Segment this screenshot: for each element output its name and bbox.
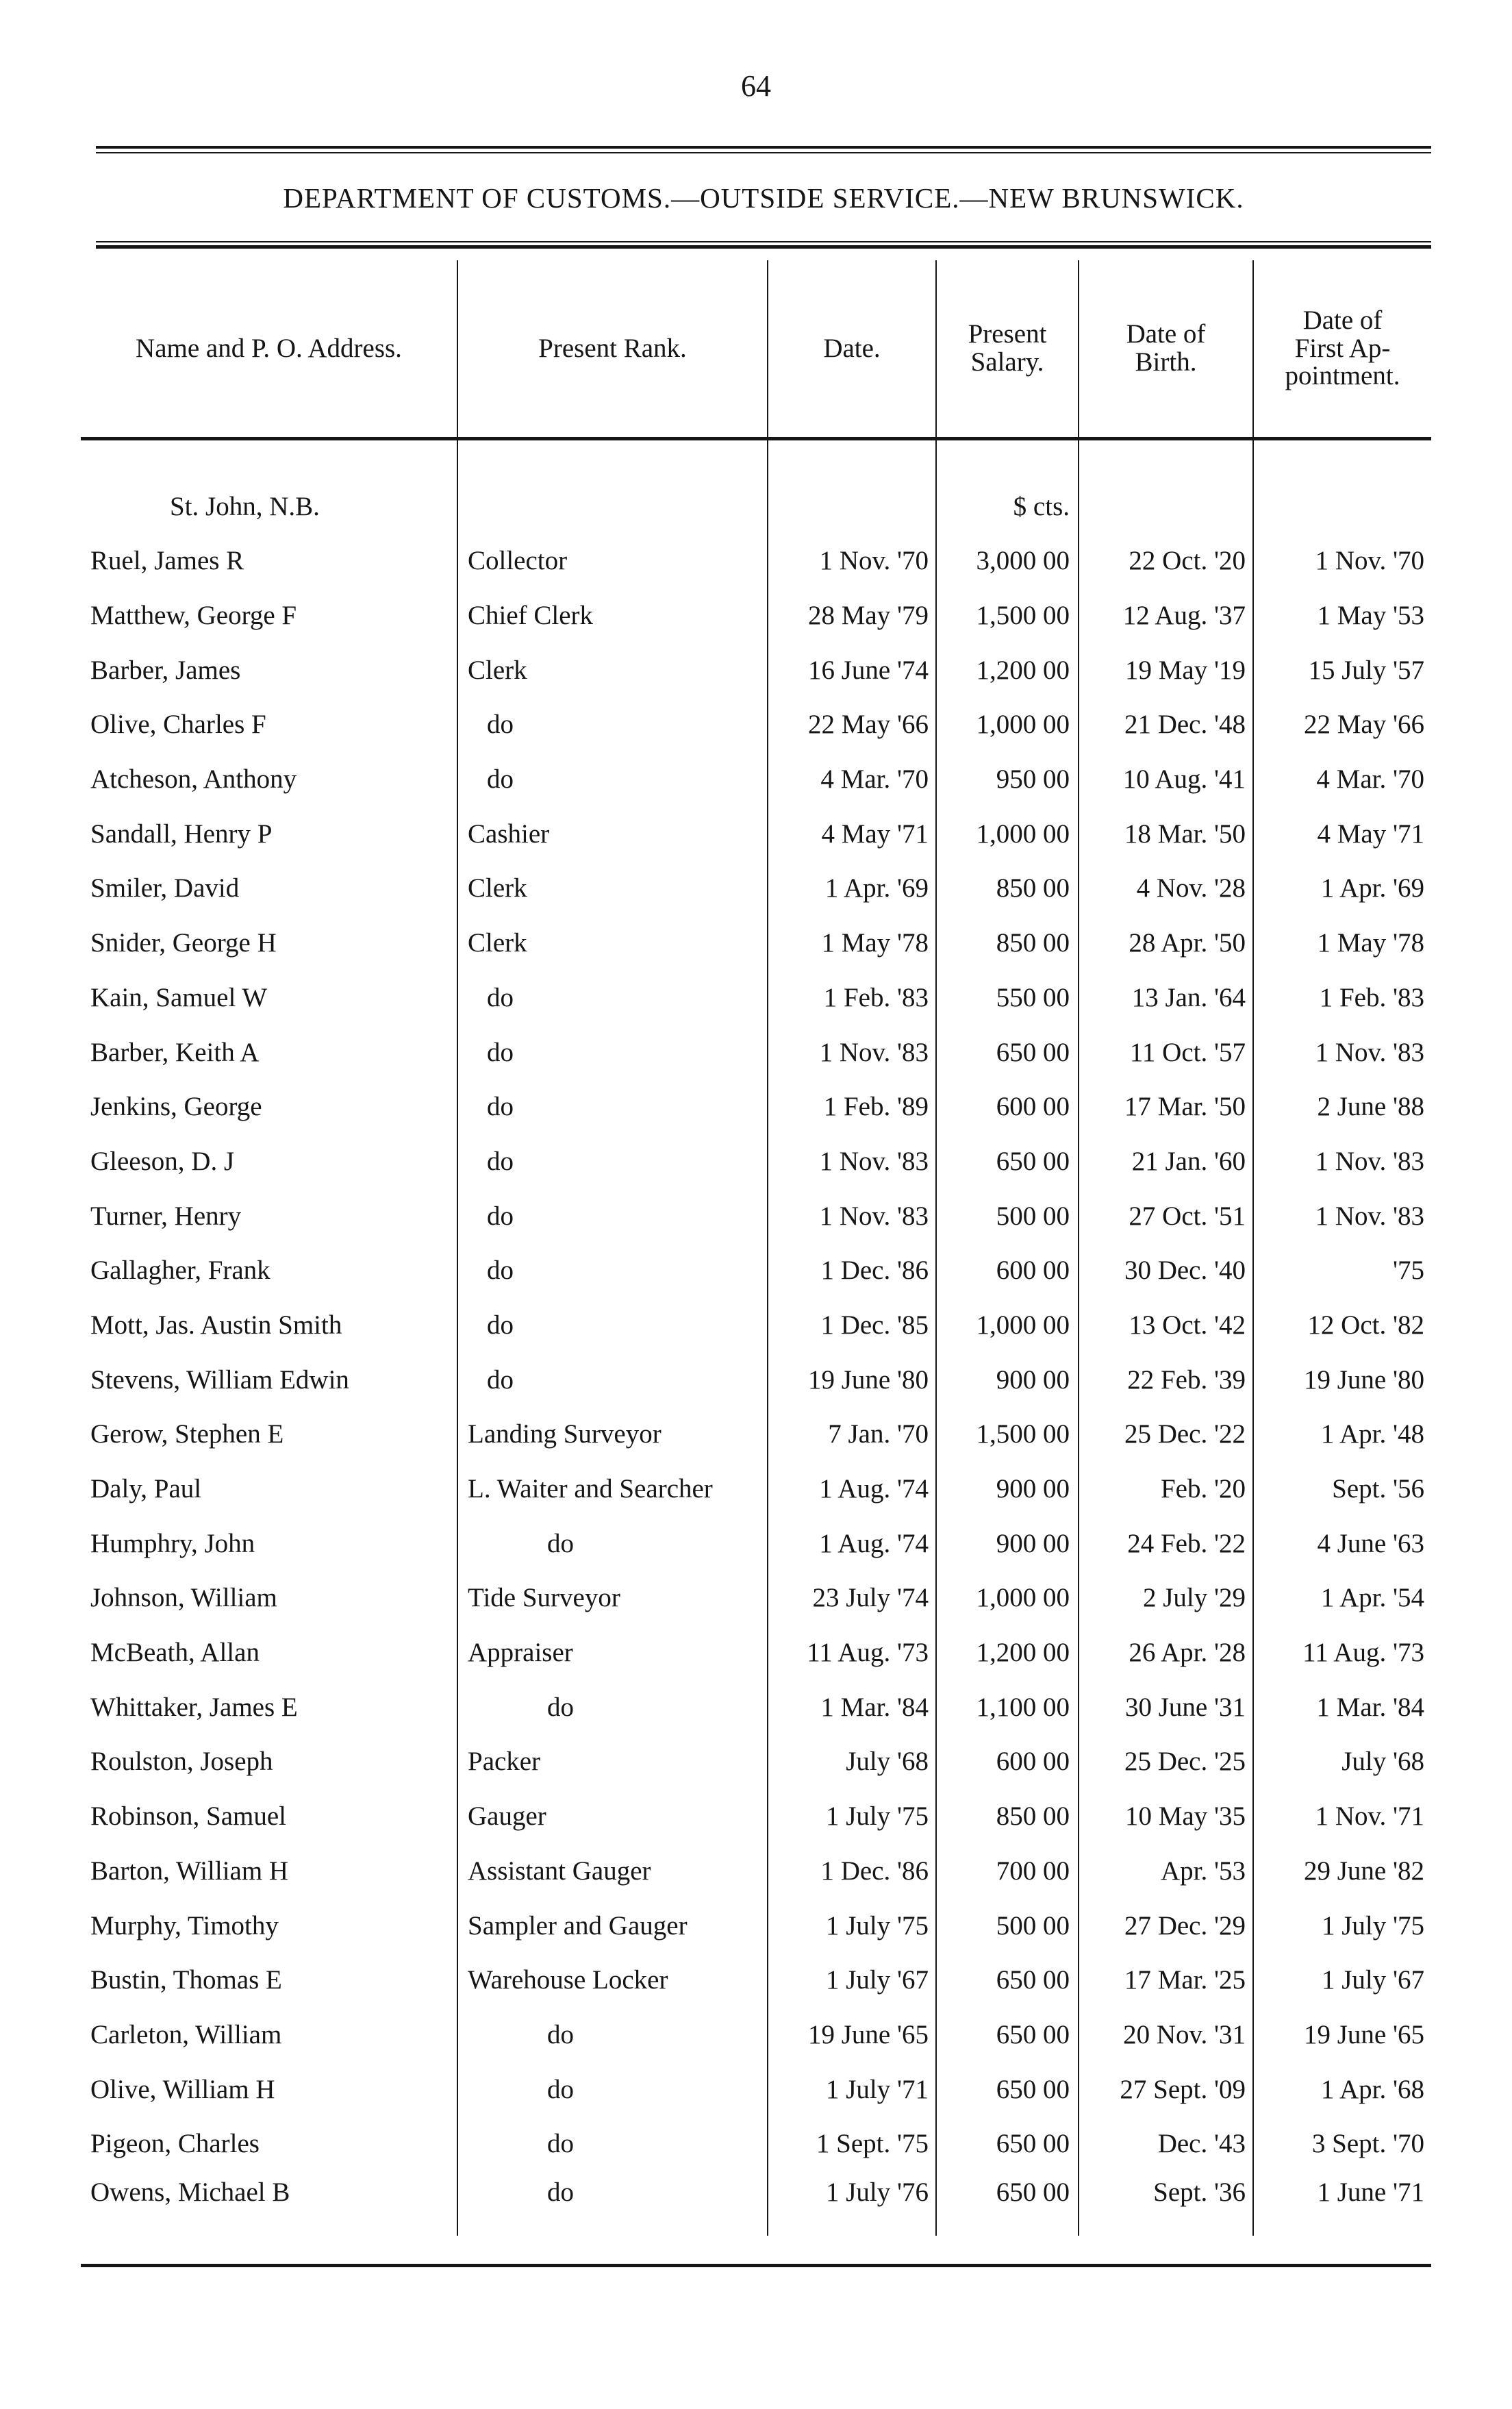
birth-date-cell: 27 Dec. '29 <box>1079 1898 1253 1953</box>
salary-cell: 900 00 <box>936 1462 1079 1516</box>
birth-date-cell: 27 Sept. '09 <box>1079 2062 1253 2117</box>
birth-date-cell: 26 Apr. '28 <box>1079 1625 1253 1680</box>
table-row <box>81 1407 1431 1462</box>
name-cell: Stevens, William Edwin <box>90 1364 349 1395</box>
birth-date-cell: 4 Nov. '28 <box>1079 861 1253 916</box>
rank-cell: do <box>457 752 768 807</box>
name-cell: Gallagher, Frank <box>90 1256 270 1286</box>
table-row <box>81 697 1431 752</box>
section-place: St. John, N.B. <box>170 491 320 521</box>
column-header-date: Date. <box>768 260 936 439</box>
name-cell: Robinson, Samuel <box>90 1801 287 1832</box>
name-cell: Humphry, John <box>90 1528 255 1558</box>
birth-date-cell: 13 Jan. '64 <box>1079 971 1253 1025</box>
section-row <box>81 479 1431 534</box>
table-row <box>81 2008 1431 2062</box>
first-appointment-cell: 3 Sept. '70 <box>1253 2117 1431 2171</box>
date-cell: 23 July '74 <box>768 1571 936 1625</box>
date-cell: 1 Nov. '70 <box>768 534 936 588</box>
name-cell: Daly, Paul <box>90 1474 202 1504</box>
first-appointment-cell: 1 Nov. '70 <box>1253 534 1431 588</box>
date-cell: 1 July '71 <box>768 2062 936 2117</box>
table-row <box>81 1844 1431 1899</box>
first-appointment-cell: '75 <box>1253 1243 1431 1298</box>
rank-cell: Sampler and Gauger <box>457 1898 768 1953</box>
salary-cell: 1,100 00 <box>936 1680 1079 1734</box>
name-cell: Barber, James <box>90 655 241 685</box>
date-cell: 19 June '80 <box>768 1352 936 1407</box>
name-cell: McBeath, Allan <box>90 1638 260 1668</box>
first-appointment-cell: 1 Feb. '83 <box>1253 971 1431 1025</box>
table-header-row <box>81 260 1431 439</box>
birth-date-cell: 21 Jan. '60 <box>1079 1134 1253 1189</box>
date-cell: 1 Apr. '69 <box>768 861 936 916</box>
table-row <box>81 971 1431 1025</box>
table-row <box>81 2062 1431 2117</box>
rank-cell: Clerk <box>457 642 768 697</box>
date-cell: 1 Dec. '86 <box>768 1243 936 1298</box>
name-cell: Kain, Samuel W <box>90 982 268 1012</box>
date-cell: 19 June '65 <box>768 2008 936 2062</box>
name-cell: Ruel, James R <box>90 546 244 576</box>
date-cell: 4 Mar. '70 <box>768 752 936 807</box>
page-number: 64 <box>741 69 771 103</box>
birth-date-cell: 22 Oct. '20 <box>1079 534 1253 588</box>
table-row <box>81 642 1431 697</box>
first-appointment-cell: 4 June '63 <box>1253 1516 1431 1571</box>
salary-cell: 550 00 <box>936 971 1079 1025</box>
table-row <box>81 1188 1431 1243</box>
name-cell: Snider, George H <box>90 928 277 958</box>
salary-cell: 900 00 <box>936 1516 1079 1571</box>
birth-date-cell: Dec. '43 <box>1079 2117 1253 2171</box>
birth-date-cell: 10 Aug. '41 <box>1079 752 1253 807</box>
birth-date-cell: 21 Dec. '48 <box>1079 697 1253 752</box>
table-row <box>81 534 1431 588</box>
column-header-birth-line: Birth. <box>1135 347 1197 377</box>
table-row <box>81 1025 1431 1079</box>
table-row <box>81 1462 1431 1516</box>
column-header-birth <box>1079 260 1253 439</box>
first-appointment-cell: 1 July '75 <box>1253 1898 1431 1953</box>
first-appointment-cell: 1 July '67 <box>1253 1953 1431 2008</box>
rank-cell: do <box>457 1188 768 1243</box>
salary-cell: 650 00 <box>936 2117 1079 2171</box>
name-cell: Gerow, Stephen E <box>90 1419 284 1449</box>
rank-cell: Clerk <box>457 916 768 971</box>
rank-cell: Clerk <box>457 861 768 916</box>
salary-cell: 650 00 <box>936 1953 1079 2008</box>
name-cell: Turner, Henry <box>90 1201 242 1231</box>
date-cell: 1 Aug. '74 <box>768 1462 936 1516</box>
salary-cell: 1,000 00 <box>936 1571 1079 1625</box>
table-row <box>81 1516 1431 1571</box>
table-row <box>81 861 1431 916</box>
rank-cell: do <box>457 2062 768 2117</box>
name-cell: Johnson, William <box>90 1583 277 1613</box>
first-appointment-cell: 19 June '65 <box>1253 2008 1431 2062</box>
date-cell: 11 Aug. '73 <box>768 1625 936 1680</box>
column-header-first-line: Date of <box>1302 305 1383 335</box>
date-cell: 7 Jan. '70 <box>768 1407 936 1462</box>
birth-date-cell: 19 May '19 <box>1079 642 1253 697</box>
rank-cell: Chief Clerk <box>457 588 768 643</box>
first-appointment-cell: 11 Aug. '73 <box>1253 1625 1431 1680</box>
date-cell: 1 Aug. '74 <box>768 1516 936 1571</box>
salary-cell: 700 00 <box>936 1844 1079 1899</box>
column-header-birth-line: Date of <box>1126 319 1206 349</box>
title-rule-thin <box>96 241 1431 242</box>
salary-cell: 600 00 <box>936 1734 1079 1789</box>
rank-cell: do <box>457 1243 768 1298</box>
rank-cell: Landing Surveyor <box>457 1407 768 1462</box>
rank-cell: do <box>457 1079 768 1134</box>
birth-date-cell: 17 Mar. '50 <box>1079 1079 1253 1134</box>
rank-cell: do <box>457 1352 768 1407</box>
first-appointment-cell: 19 June '80 <box>1253 1352 1431 1407</box>
salary-cell: 1,000 00 <box>936 1298 1079 1353</box>
salary-cell: 650 00 <box>936 1025 1079 1079</box>
name-cell: Olive, Charles F <box>90 710 266 740</box>
rank-cell: Cashier <box>457 806 768 861</box>
table-row <box>81 1625 1431 1680</box>
table-row <box>81 1134 1431 1189</box>
column-header-name: Name and P. O. Address. <box>81 260 457 439</box>
table-row <box>81 1243 1431 1298</box>
birth-date-cell: 13 Oct. '42 <box>1079 1298 1253 1353</box>
first-appointment-cell: 1 Apr. '69 <box>1253 861 1431 916</box>
birth-date-cell: 25 Dec. '25 <box>1079 1734 1253 1789</box>
table-row <box>81 2171 1431 2236</box>
birth-date-cell: 17 Mar. '25 <box>1079 1953 1253 2008</box>
date-cell: 1 July '75 <box>768 1789 936 1844</box>
salary-cell: 500 00 <box>936 1188 1079 1243</box>
first-appointment-cell: 1 Nov. '83 <box>1253 1025 1431 1079</box>
salary-cell: 3,000 00 <box>936 534 1079 588</box>
rank-cell: do <box>457 971 768 1025</box>
salary-cell: 650 00 <box>936 2008 1079 2062</box>
name-cell: Jenkins, George <box>90 1092 262 1122</box>
salary-cell: 850 00 <box>936 1789 1079 1844</box>
column-header-rank: Present Rank. <box>457 260 768 439</box>
salary-cell: 850 00 <box>936 861 1079 916</box>
column-header-salary <box>936 260 1079 439</box>
salary-cell: 600 00 <box>936 1243 1079 1298</box>
salary-cell: 650 00 <box>936 2171 1079 2236</box>
birth-date-cell: 24 Feb. '22 <box>1079 1516 1253 1571</box>
date-cell: 1 July '67 <box>768 1953 936 2008</box>
salary-cell: 950 00 <box>936 752 1079 807</box>
table-row <box>81 1079 1431 1134</box>
name-cell: Olive, William H <box>90 2074 275 2104</box>
table-row <box>81 1953 1431 2008</box>
salary-cell: 650 00 <box>936 1134 1079 1189</box>
salary-cell: 850 00 <box>936 916 1079 971</box>
rank-cell: Assistant Gauger <box>457 1844 768 1899</box>
date-cell: 22 May '66 <box>768 697 936 752</box>
birth-date-cell: 30 Dec. '40 <box>1079 1243 1253 1298</box>
column-header-salary-line: Salary. <box>970 347 1044 377</box>
first-appointment-cell: 2 June '88 <box>1253 1079 1431 1134</box>
first-appointment-cell: 1 Nov. '71 <box>1253 1789 1431 1844</box>
birth-date-cell: Sept. '36 <box>1079 2171 1253 2236</box>
name-cell: Gleeson, D. J <box>90 1146 235 1176</box>
first-appointment-cell: 1 Apr. '54 <box>1253 1571 1431 1625</box>
rank-cell: do <box>457 2171 768 2236</box>
date-cell: 1 Dec. '85 <box>768 1298 936 1353</box>
name-cell: Roulston, Joseph <box>90 1747 273 1777</box>
date-cell: 16 June '74 <box>768 642 936 697</box>
date-cell: July '68 <box>768 1734 936 1789</box>
table-row <box>81 1898 1431 1953</box>
name-cell: Atcheson, Anthony <box>90 764 297 795</box>
salary-cell: 1,200 00 <box>936 642 1079 697</box>
name-cell: Owens, Michael B <box>90 2177 290 2207</box>
date-cell: 1 Nov. '83 <box>768 1025 936 1079</box>
column-header-first-line: pointment. <box>1285 361 1400 391</box>
birth-date-cell: 22 Feb. '39 <box>1079 1352 1253 1407</box>
rank-cell: do <box>457 1516 768 1571</box>
salary-cell: 1,500 00 <box>936 1407 1079 1462</box>
birth-date-cell: 18 Mar. '50 <box>1079 806 1253 861</box>
date-cell: 1 Sept. '75 <box>768 2117 936 2171</box>
currency-label: $ cts. <box>936 479 1079 534</box>
name-cell: Murphy, Timothy <box>90 1910 279 1940</box>
first-appointment-cell: 29 June '82 <box>1253 1844 1431 1899</box>
first-appointment-cell: 12 Oct. '82 <box>1253 1298 1431 1353</box>
date-cell: 1 July '76 <box>768 2171 936 2236</box>
first-appointment-cell: 1 Nov. '83 <box>1253 1134 1431 1189</box>
bottom-rule <box>81 2264 1431 2267</box>
name-cell: Smiler, David <box>90 873 240 903</box>
column-header-salary-line: Present <box>968 319 1047 349</box>
birth-date-cell: 28 Apr. '50 <box>1079 916 1253 971</box>
page-title: DEPARTMENT OF CUSTOMS.—OUTSIDE SERVICE.—NEW BRUNSWICK. <box>283 182 1244 214</box>
rank-cell: do <box>457 1298 768 1353</box>
name-cell: Barton, William H <box>90 1856 289 1886</box>
salary-cell: 1,500 00 <box>936 588 1079 643</box>
table-row <box>81 916 1431 971</box>
birth-date-cell: 25 Dec. '22 <box>1079 1407 1253 1462</box>
first-appointment-cell: 15 July '57 <box>1253 642 1431 697</box>
salary-cell: 900 00 <box>936 1352 1079 1407</box>
name-cell: Whittaker, James E <box>90 1692 298 1722</box>
title-rule-thick <box>96 245 1431 249</box>
name-cell: Matthew, George F <box>90 601 297 631</box>
rank-cell: Gauger <box>457 1789 768 1844</box>
table-row <box>81 1734 1431 1789</box>
date-cell: 1 Mar. '84 <box>768 1680 936 1734</box>
rank-cell: L. Waiter and Searcher <box>457 1462 768 1516</box>
table-row <box>81 1298 1431 1353</box>
table-row <box>81 1571 1431 1625</box>
first-appointment-cell: 1 May '53 <box>1253 588 1431 643</box>
rank-cell: do <box>457 697 768 752</box>
table-row <box>81 806 1431 861</box>
salary-cell: 500 00 <box>936 1898 1079 1953</box>
table-row <box>81 1680 1431 1734</box>
first-appointment-cell: 1 Mar. '84 <box>1253 1680 1431 1734</box>
name-cell: Bustin, Thomas E <box>90 1965 282 1995</box>
first-appointment-cell: 22 May '66 <box>1253 697 1431 752</box>
salary-cell: 650 00 <box>936 2062 1079 2117</box>
date-cell: 1 Nov. '83 <box>768 1134 936 1189</box>
rank-cell: do <box>457 1025 768 1079</box>
first-appointment-cell: 4 May '71 <box>1253 806 1431 861</box>
spacer-row <box>81 439 1431 479</box>
rank-cell: Appraiser <box>457 1625 768 1680</box>
customs-staff-table <box>81 260 1431 2236</box>
first-appointment-cell: 1 June '71 <box>1253 2171 1431 2236</box>
first-appointment-cell: July '68 <box>1253 1734 1431 1789</box>
date-cell: 1 Feb. '83 <box>768 971 936 1025</box>
column-header-first-appointment <box>1253 260 1431 439</box>
birth-date-cell: 20 Nov. '31 <box>1079 2008 1253 2062</box>
rank-cell: Tide Surveyor <box>457 1571 768 1625</box>
first-appointment-cell: 1 Nov. '83 <box>1253 1188 1431 1243</box>
date-cell: 1 Feb. '89 <box>768 1079 936 1134</box>
date-cell: 1 Nov. '83 <box>768 1188 936 1243</box>
rank-cell: Collector <box>457 534 768 588</box>
salary-cell: 1,000 00 <box>936 806 1079 861</box>
first-appointment-cell: 1 Apr. '68 <box>1253 2062 1431 2117</box>
rank-cell: do <box>457 2117 768 2171</box>
salary-cell: 1,000 00 <box>936 697 1079 752</box>
first-appointment-cell: 1 May '78 <box>1253 916 1431 971</box>
rank-cell: do <box>457 2008 768 2062</box>
date-cell: 1 May '78 <box>768 916 936 971</box>
salary-cell: 600 00 <box>936 1079 1079 1134</box>
name-cell: Pigeon, Charles <box>90 2129 260 2159</box>
birth-date-cell: 10 May '35 <box>1079 1789 1253 1844</box>
rank-cell: do <box>457 1134 768 1189</box>
first-appointment-cell: 4 Mar. '70 <box>1253 752 1431 807</box>
name-cell: Mott, Jas. Austin Smith <box>90 1310 342 1340</box>
birth-date-cell: 27 Oct. '51 <box>1079 1188 1253 1243</box>
birth-date-cell: 12 Aug. '37 <box>1079 588 1253 643</box>
name-cell: Sandall, Henry P <box>90 819 273 849</box>
birth-date-cell: 30 June '31 <box>1079 1680 1253 1734</box>
table-row <box>81 588 1431 643</box>
first-appointment-cell: Sept. '56 <box>1253 1462 1431 1516</box>
date-cell: 1 Dec. '86 <box>768 1844 936 1899</box>
birth-date-cell: 11 Oct. '57 <box>1079 1025 1253 1079</box>
table-row <box>81 752 1431 807</box>
date-cell: 1 July '75 <box>768 1898 936 1953</box>
header-rule-thin <box>96 152 1431 153</box>
salary-cell: 1,200 00 <box>936 1625 1079 1680</box>
column-header-first-line: First Ap- <box>1294 333 1391 363</box>
header-rule-top <box>96 146 1431 149</box>
rank-cell: Warehouse Locker <box>457 1953 768 2008</box>
table-row <box>81 1352 1431 1407</box>
table-row <box>81 1789 1431 1844</box>
date-cell: 4 May '71 <box>768 806 936 861</box>
birth-date-cell: Feb. '20 <box>1079 1462 1253 1516</box>
birth-date-cell: Apr. '53 <box>1079 1844 1253 1899</box>
rank-cell: do <box>457 1680 768 1734</box>
table-row <box>81 2117 1431 2171</box>
date-cell: 28 May '79 <box>768 588 936 643</box>
name-cell: Barber, Keith A <box>90 1037 260 1067</box>
name-cell: Carleton, William <box>90 2019 282 2049</box>
first-appointment-cell: 1 Apr. '48 <box>1253 1407 1431 1462</box>
rank-cell: Packer <box>457 1734 768 1789</box>
birth-date-cell: 2 July '29 <box>1079 1571 1253 1625</box>
